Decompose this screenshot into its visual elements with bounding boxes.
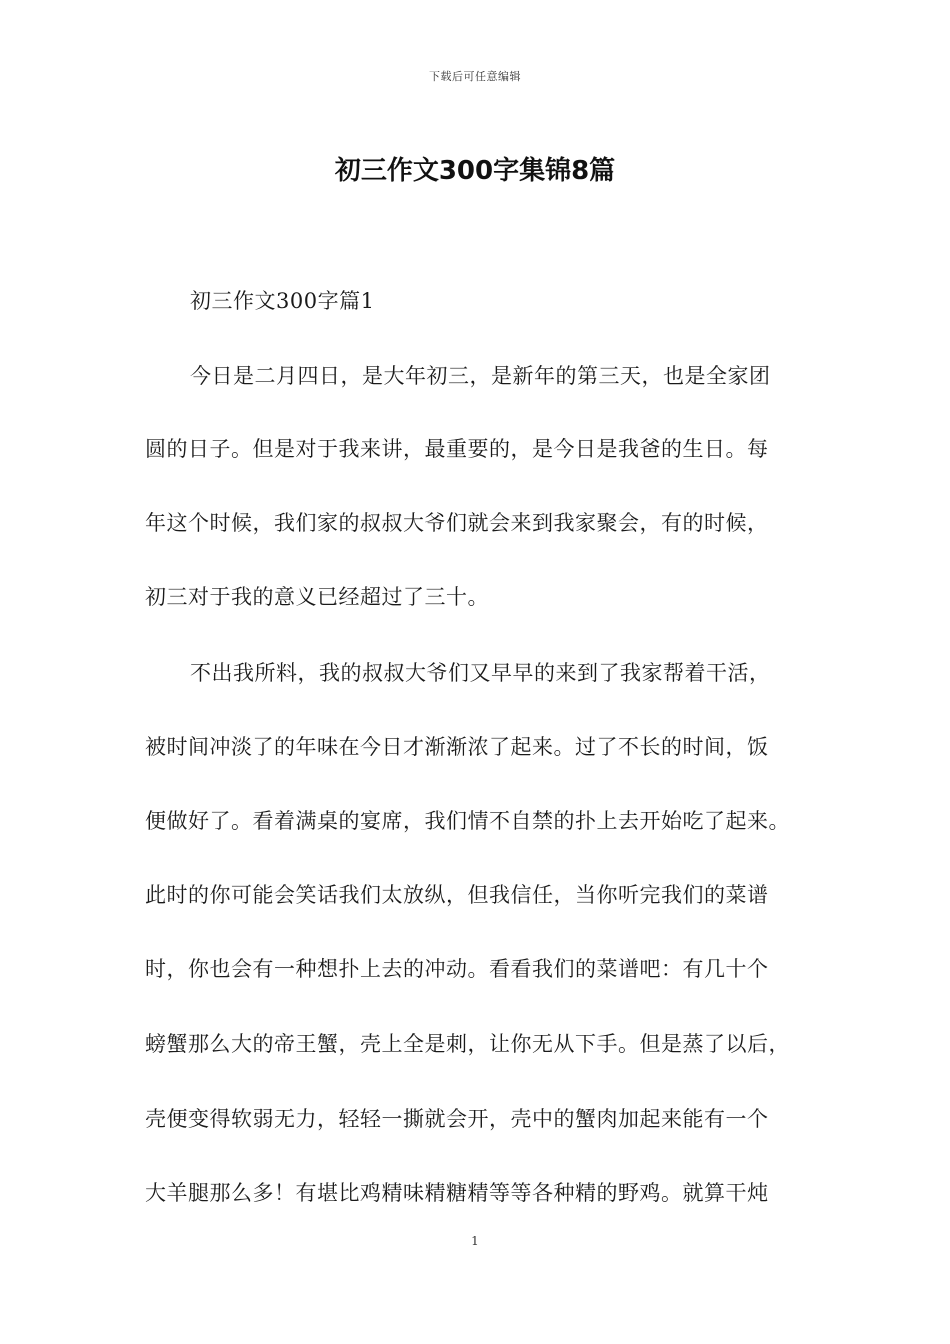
document-title: 初三作文300字集锦8篇 bbox=[334, 156, 616, 186]
paragraph-2-line-1: 不出我所料，我的叔叔大爷们又早早的来到了我家帮着干活， bbox=[190, 661, 771, 685]
paragraph-1-line-1: 今日是二月四日，是大年初三，是新年的第三天，也是全家团 bbox=[190, 364, 771, 388]
paragraph-1-line-3: 年这个时候，我们家的叔叔大爷们就会来到我家聚会，有的时候， bbox=[145, 511, 769, 535]
paragraph-2-line-2: 被时间冲淡了的年味在今日才渐渐浓了起来。过了不长的时间，饭 bbox=[145, 735, 769, 759]
paragraph-2-line-6: 螃蟹那么大的帝王蟹，壳上全是刺，让你无从下手。但是蒸了以后， bbox=[145, 1032, 790, 1056]
paragraph-2-line-4: 此时的你可能会笑话我们太放纵，但我信任，当你听完我们的菜谱 bbox=[145, 883, 769, 907]
header-note: 下载后可任意编辑 bbox=[429, 70, 521, 83]
paragraph-2-line-3: 便做好了。看着满桌的宴席，我们情不自禁的扑上去开始吃了起来。 bbox=[145, 809, 790, 833]
paragraph-2-line-8: 大羊腿那么多！有堪比鸡精味精糖精等等各种精的野鸡。就算干炖 bbox=[145, 1181, 769, 1205]
paragraph-1-line-2: 圆的日子。但是对于我来讲，最重要的，是今日是我爸的生日。每 bbox=[145, 437, 769, 461]
section-heading: 初三作文300字篇1 bbox=[190, 289, 375, 313]
paragraph-2-line-7: 壳便变得软弱无力，轻轻一撕就会开，壳中的蟹肉加起来能有一个 bbox=[145, 1107, 769, 1131]
page-number: 1 bbox=[471, 1234, 479, 1248]
paragraph-1-line-4: 初三对于我的意义已经超过了三十。 bbox=[145, 585, 489, 609]
paragraph-2-line-5: 时，你也会有一种想扑上去的冲动。看看我们的菜谱吧：有几十个 bbox=[145, 957, 769, 981]
